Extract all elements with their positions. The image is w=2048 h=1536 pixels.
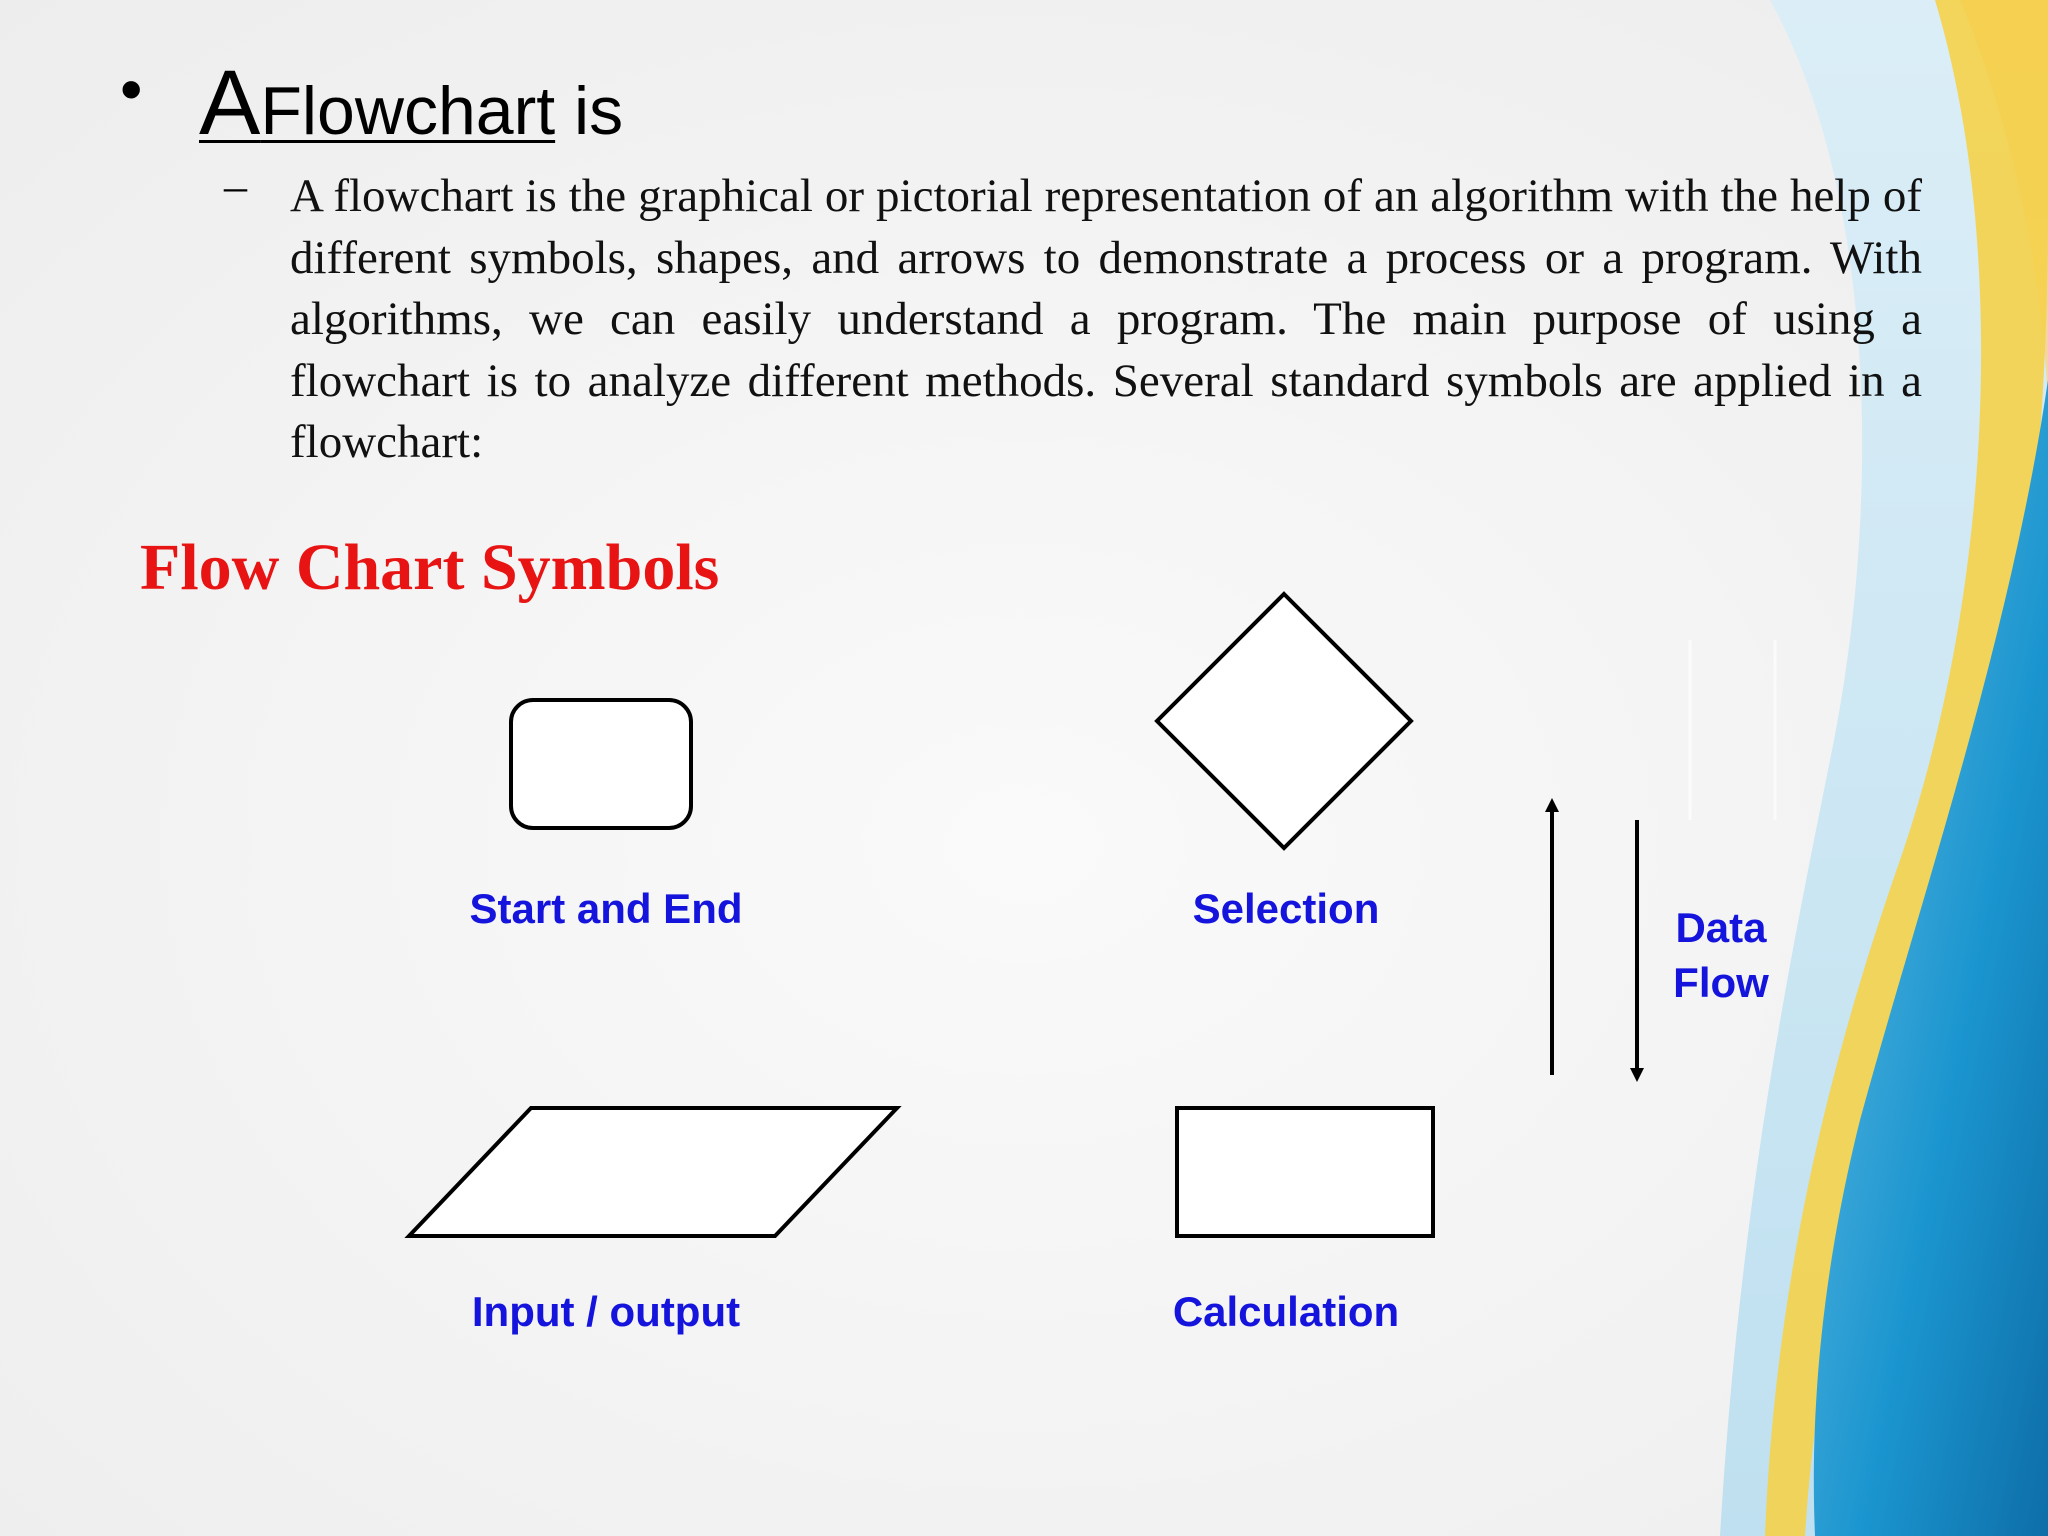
label-start-and-end: Start and End: [469, 885, 743, 932]
label-input-output: Input / output: [471, 1288, 741, 1335]
decision-diamond-symbol: [1157, 594, 1411, 848]
terminator-symbol: [511, 700, 691, 828]
title-part-a: A: [199, 52, 261, 154]
section-title: Flow Chart Symbols: [140, 531, 720, 604]
process-rectangle-symbol: [1177, 1108, 1433, 1236]
label-calculation: Calculation: [1172, 1288, 1400, 1335]
sub-bullet-dash: –: [224, 160, 247, 211]
label-selection: Selection: [1192, 885, 1380, 932]
title-part-is: is: [555, 73, 624, 149]
definition-paragraph: A flowchart is the graphical or pictorial representation of an algorithm with the help of different symbols, shapes, and arrows to demonstrate a process or a program. With algorithms, we can easily understand a program. The main purpose of using a flowchart is to analyze different methods. Several standard symbols are applied in a flowchart:: [290, 170, 1922, 468]
heading-bullet: •: [120, 53, 143, 125]
label-data-flow: Data Flow: [1673, 904, 1769, 1006]
title-part-flowchart: Flowchart: [260, 73, 556, 149]
parallelogram-symbol: [409, 1108, 897, 1236]
